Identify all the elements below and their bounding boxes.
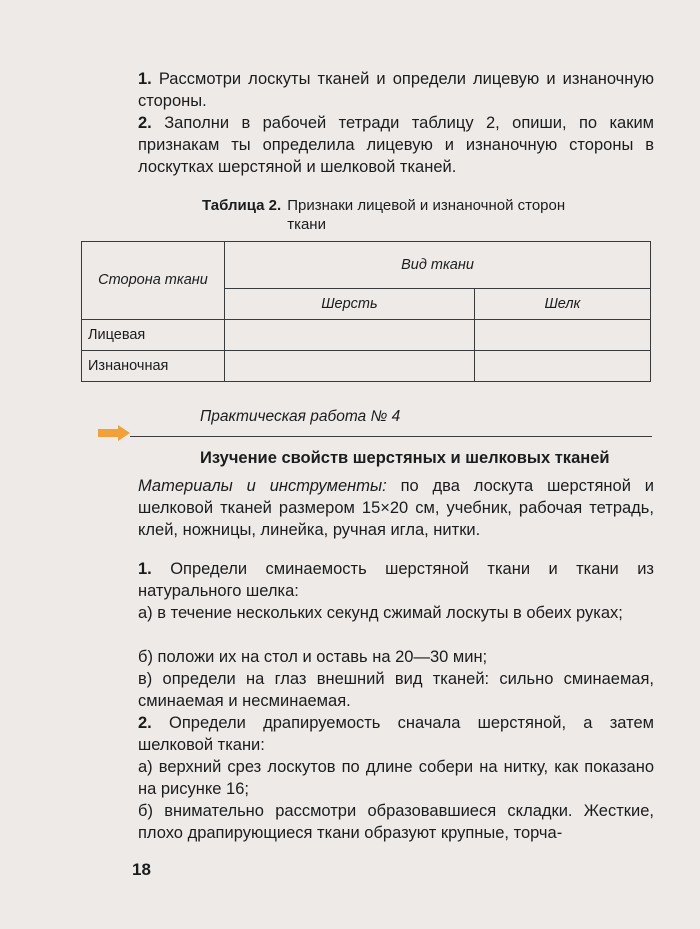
step-2-item-a: а) верхний срез лоскутов по длине собери на нитку, как показано на рисунке 16; <box>138 758 654 798</box>
step-1-text: Определи сминаемость шерстяной ткани и ткани из натурального шелка: <box>138 560 654 600</box>
divider-line <box>130 436 652 437</box>
step-2-number: 2. <box>138 714 152 732</box>
fabric-type-header: Вид ткани <box>225 242 651 289</box>
properties-table <box>81 241 651 382</box>
materials-paragraph <box>138 475 654 541</box>
table-cell <box>474 320 650 351</box>
task-1 <box>138 68 654 112</box>
step-1-item-b: б) положи их на стол и оставь на 20—30 мин; <box>138 648 488 666</box>
row-label-back: Изнаночная <box>82 351 225 382</box>
table-cell <box>225 351 475 382</box>
side-header: Сторона ткани <box>82 242 225 320</box>
materials-label: Материалы и инструменты: <box>138 477 387 495</box>
wool-column-header: Шерсть <box>225 289 475 320</box>
row-label-face: Лицевая <box>82 320 225 351</box>
step-1-item-c: в) определи на глаз внешний вид тканей: сильно сминаемая, сминаемая и несминаемая. <box>138 670 654 710</box>
arrow-marker-icon <box>98 425 130 441</box>
step-2-text: Определи драпируемость сначала шерстяной, а затем шелковой ткани: <box>138 714 654 754</box>
step-1-item-a: а) в течение нескольких секунд сжимай лоскуты в обеих руках; <box>138 604 623 622</box>
table-cell <box>225 320 475 351</box>
step-1-number: 1. <box>138 560 152 578</box>
table-caption <box>202 196 642 234</box>
practical-heading: Изучение свойств шерстяных и шелковых тканей <box>200 449 610 467</box>
task-1-number: 1. <box>138 70 152 88</box>
materials-text: по два лоскута шерстяной и шелковой тканей размером 15×20 см, учебник, рабочая тетрадь, клей, ножницы, линейка, ручная игла, нитки. <box>138 477 654 539</box>
page-number: 18 <box>132 860 151 879</box>
table-row <box>82 320 651 351</box>
step-2-item-b: б) внимательно рассмотри образовавшиеся складки. Жесткие, плохо драпирующиеся ткани образуют крупные, торча- <box>138 802 654 842</box>
task-2-number: 2. <box>138 114 152 132</box>
practical-work-title: Практическая работа № 4 <box>200 408 401 425</box>
silk-column-header: Шелк <box>474 289 650 320</box>
table-title: Признаки лицевой и изнаночной сторон ткани <box>287 197 566 233</box>
table-row <box>82 351 651 382</box>
task-1-text: Рассмотри лоскуты тканей и определи лицевую и изнаночную стороны. <box>138 70 654 110</box>
table-cell <box>474 351 650 382</box>
task-2 <box>138 112 654 178</box>
step-2 <box>138 712 654 756</box>
task-2-text: Заполни в рабочей тетради таблицу 2, опиши, по каким признакам ты определила лицевую и изнаночную стороны в лоскутках шерстяной и шелковой тканей. <box>138 114 654 176</box>
step-1 <box>138 558 654 602</box>
table-label: Таблица 2. <box>202 197 282 214</box>
